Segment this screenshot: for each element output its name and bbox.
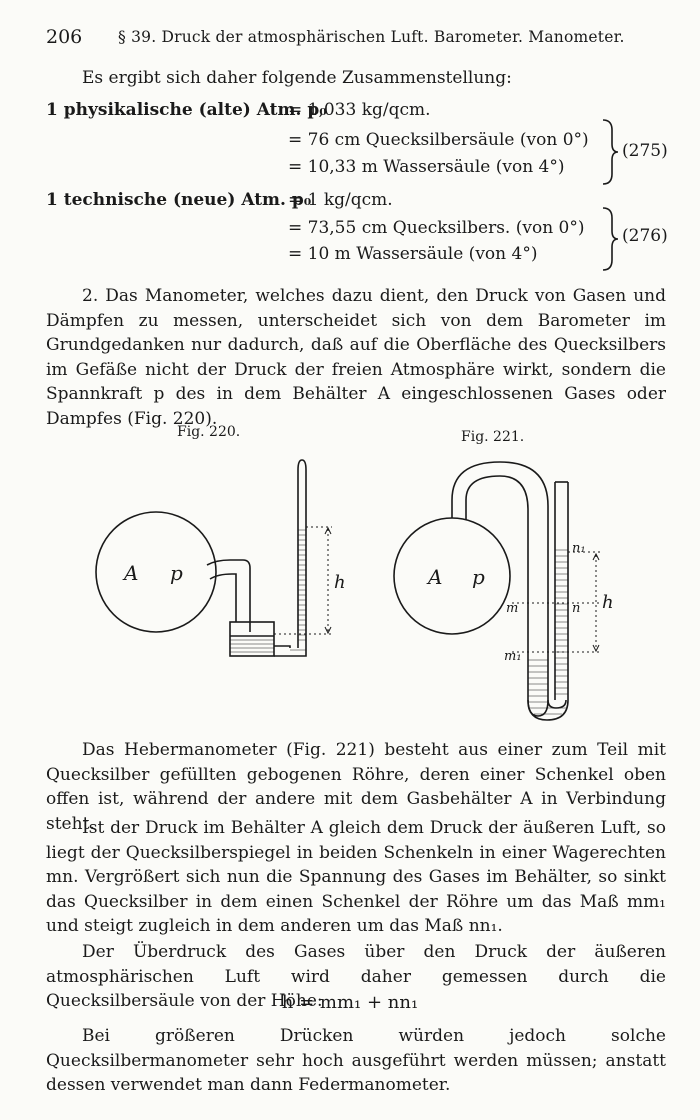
fig221-label-n: n <box>572 601 581 616</box>
eq276-number: (276) <box>622 226 668 246</box>
eq276-label: 1 technische (neue) Atm. p₀ <box>46 190 312 210</box>
eq275-line-3: = 10,33 m Wassersäule (von 4°) <box>288 157 565 177</box>
fig221-drawing <box>394 462 600 720</box>
intro-line: Es ergibt sich daher folgende Zusammenstellung: <box>82 68 512 88</box>
fig220-vessel <box>96 512 216 632</box>
paragraph-manometer: 2. Das Manometer, welches dazu dient, den Druck von Gasen und Dämpfen zu messen, unterscheidet sich von dem Barometer im Grundgedanken nur dadurch, daß auf die Oberfläche des Quecksilbers im Gefäße nicht der Druck der freien Atmosphäre wirkt, sondern die Spannkraft p des in dem Behälter A eingeschlossenen Gases oder Dampfes (Fig. 220). <box>46 286 666 429</box>
paragraph-federmanometer: Bei größeren Drücken würden jedoch solche Quecksilbermanometer sehr hoch ausgeführt werden müssen; anstatt dessen verwendet man dann Federmanometer. <box>46 1026 666 1096</box>
fig221-caption: Fig. 221. <box>461 429 525 445</box>
fig221-label-h: h <box>602 592 614 613</box>
eq276-line-1: = 1 kg/qcm. <box>288 190 393 210</box>
eq275-label: 1 physikalische (alte) Atm. p₀ <box>46 100 327 120</box>
fig221-label-n1: n₁ <box>572 541 586 556</box>
fig221-label-p: p <box>472 565 485 589</box>
fig220-caption: Fig. 220. <box>177 424 241 440</box>
fig221-label-m1: m₁ <box>504 649 522 664</box>
fig221-label-m: m <box>506 601 519 616</box>
paragraph-ueberdruck: Der Überdruck des Gases über den Druck der äußeren atmosphärischen Luft wird daher gemessen durch die Quecksilbersäule von der Höhe: <box>46 942 666 1012</box>
fig221-vessel <box>394 518 510 634</box>
eq276-line-3: = 10 m Wassersäule (von 4°) <box>288 244 538 264</box>
fig220-label-h: h <box>334 572 346 593</box>
eq275-line-1: = 1,033 kg/qcm. <box>288 100 431 120</box>
running-title: § 39. Druck der atmosphärischen Luft. Barometer. Manometer. <box>118 28 625 46</box>
paragraph-druckgleichheit: Ist der Druck im Behälter A gleich dem Druck der äußeren Luft, so liegt der Quecksilberspiegel in beiden Schenkeln in einer Wagerechten mn. Vergrößert sich nun die Spannung des Gases im Behälter, so sinkt das Quecksilber in dem einen Schenkel der Röhre um das Maß mm₁ und steigt zugleich in dem anderen um das Maß nn₁. <box>46 818 666 937</box>
fig220-label-A: A <box>124 561 139 585</box>
fig220-label-p: p <box>170 561 183 585</box>
paragraph-hebermanometer: Das Hebermanometer (Fig. 221) besteht aus einer zum Teil mit Quecksilber gefüllten gebogenen Röhre, deren einer Schenkel oben offen ist, während der andere mit dem Gasbehälter A in Verbindung steht. <box>46 740 666 834</box>
eq275-line-2: = 76 cm Quecksilbersäule (von 0°) <box>288 130 589 150</box>
eq275-number: (275) <box>622 141 668 161</box>
page-number: 206 <box>46 26 83 48</box>
fig220-drawing <box>96 460 332 656</box>
eq276-line-2: = 73,55 cm Quecksilbers. (von 0°) <box>288 218 585 238</box>
fig221-label-A: A <box>428 565 443 589</box>
formula-h: h = mm₁ + nn₁ <box>281 992 419 1013</box>
